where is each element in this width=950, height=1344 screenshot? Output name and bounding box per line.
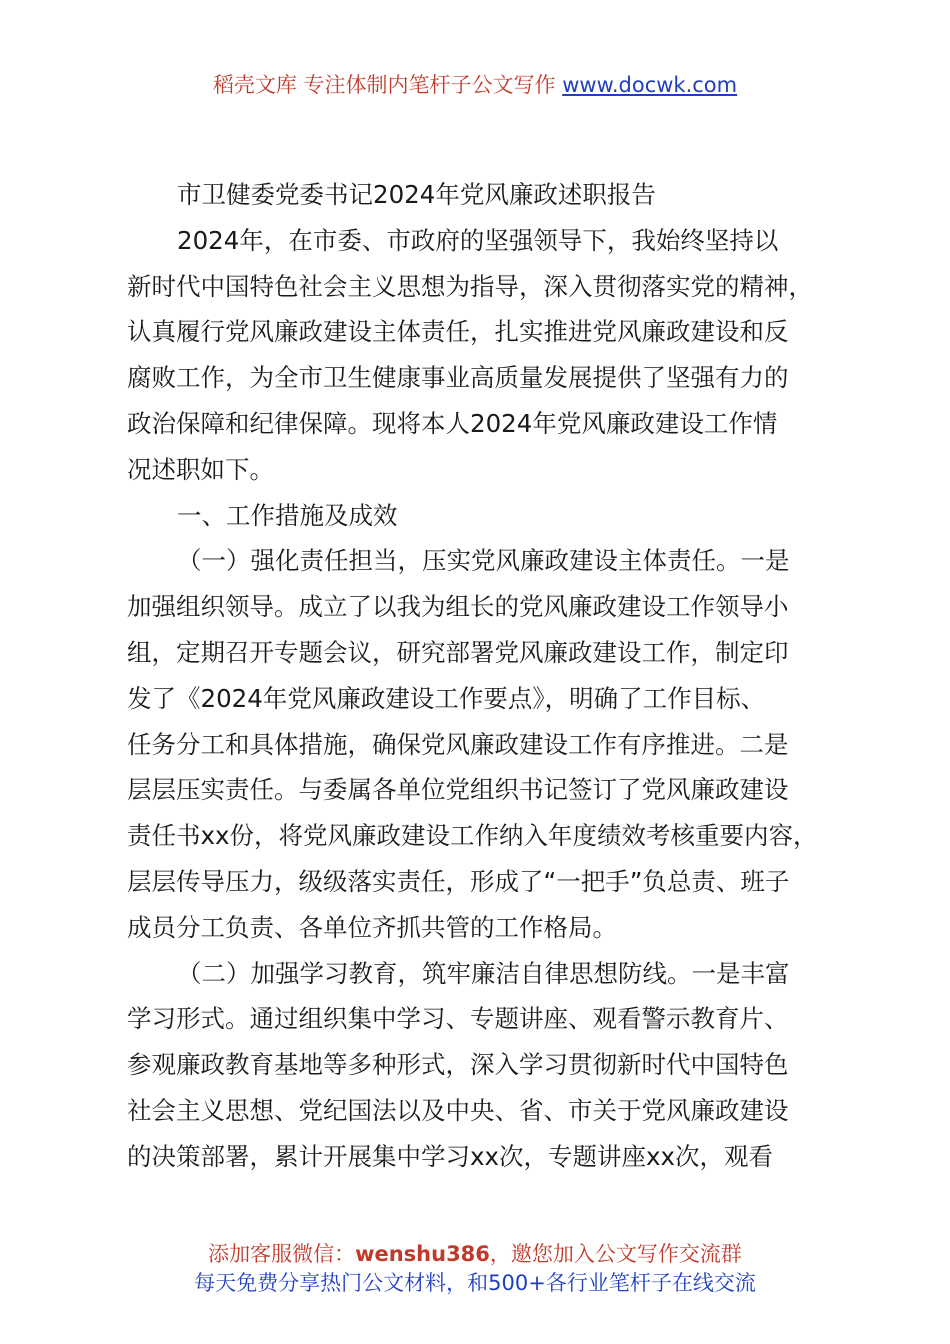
paragraph-line: 发了《2024年党风廉政建设工作要点》，明确了工作目标、 (127, 683, 766, 713)
paragraph-line: 成员分工负责、各单位齐抓共管的工作格局。 (127, 912, 617, 942)
page-header (0, 70, 950, 100)
page-footer (0, 1240, 950, 1298)
paragraph-line: 组，定期召开专题会议，研究部署党风廉政建设工作，制定印 (127, 637, 789, 667)
paragraph-line: 社会主义思想、党纪国法以及中央、省、市关于党风廉政建设 (127, 1095, 789, 1125)
paragraph-line: 政治保障和纪律保障。现将本人2024年党风廉政建设工作情 (127, 408, 778, 438)
document-title: 市卫健委党委书记2024年党风廉政述职报告 (177, 180, 656, 209)
paragraph-line: （二）加强学习教育，筑牢廉洁自律思想防线。一是丰富 (177, 958, 790, 988)
paragraph-line: 新时代中国特色社会主义思想为指导，深入贯彻落实党的精神， (127, 271, 813, 301)
paragraph-line: 参观廉政教育基地等多种形式，深入学习贯彻新时代中国特色 (127, 1050, 789, 1080)
paragraph-line: 层层压实责任。与委属各单位党组织书记签订了党风廉政建设 (127, 775, 789, 805)
header-website-link[interactable]: www.docwk.com (562, 73, 738, 97)
paragraph-line: 认真履行党风廉政建设主体责任，扎实推进党风廉政建设和反 (127, 317, 789, 347)
paragraph-line: 学习形式。通过组织集中学习、专题讲座、观看警示教育片、 (127, 1004, 789, 1034)
paragraph-line: 层层传导压力，级级落实责任，形成了“一把手”负总责、班子 (127, 866, 790, 896)
footer-wechat-id: wenshu386 (355, 1242, 490, 1266)
footer-contact-suffix: ，邀您加入公文写作交流群 (489, 1242, 742, 1266)
header-brand-text: 稻壳文库 专注体制内笔杆子公文写作 (212, 73, 556, 97)
paragraph-line: 2024年，在市委、市政府的坚强领导下，我始终坚持以 (177, 225, 779, 255)
paragraph-line: 况述职如下。 (127, 454, 274, 484)
paragraph-line: （一）强化责任担当，压实党风廉政建设主体责任。一是 (177, 546, 790, 576)
footer-contact-line (0, 1240, 950, 1269)
section-heading: 一、工作措施及成效 (177, 500, 398, 530)
footer-contact-prefix: 添加客服微信： (208, 1242, 356, 1266)
paragraph-line: 的决策部署，累计开展集中学习xx次，专题讲座xx次，观看 (127, 1141, 773, 1171)
paragraph-line: 责任书xx份，将党风廉政建设工作纳入年度绩效考核重要内容， (127, 821, 818, 851)
document-body (127, 172, 851, 1180)
footer-share-line: 每天免费分享热门公文材料，和500+各行业笔杆子在线交流 (194, 1271, 756, 1295)
paragraph-line: 加强组织领导。成立了以我为组长的党风廉政建设工作领导小 (127, 592, 789, 622)
paragraph-line: 任务分工和具体措施，确保党风廉政建设工作有序推进。二是 (127, 729, 789, 759)
paragraph-line: 腐败工作，为全市卫生健康事业高质量发展提供了坚强有力的 (127, 363, 789, 393)
